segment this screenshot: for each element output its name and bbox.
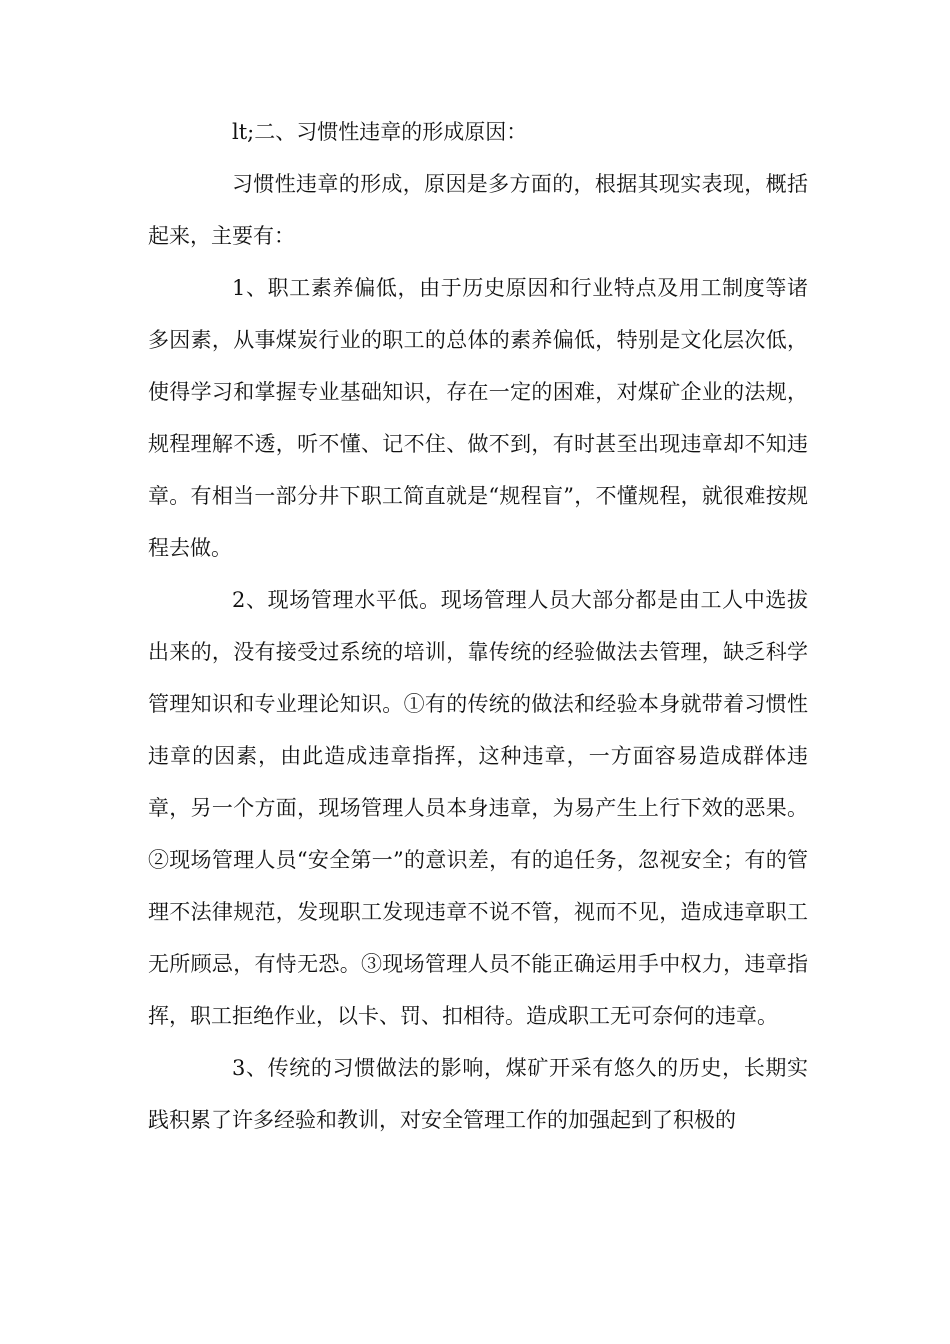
document-body: [148, 106, 808, 1146]
paragraph-intro: 习惯性违章的形成，原因是多方面的，根据其现实表现，概括起来，主要有：: [148, 172, 808, 248]
paragraph-point-3: 3、传统的习惯做法的影响，煤矿开采有悠久的历史，长期实践积累了许多经验和教训，对安全管理工作的加强起到了积极的: [148, 1056, 808, 1132]
paragraph-section-heading: lt;二、习惯性违章的形成原因：: [232, 120, 528, 144]
paragraph-point-2: 2、现场管理水平低。现场管理人员大部分都是由工人中选拔出来的，没有接受过系统的培训，靠传统的经验做法去管理，缺乏科学管理知识和专业理论知识。①有的传统的做法和经验本身就带着习惯性违章的因素，由此造成违章指挥，这种违章，一方面容易造成群体违章，另一个方面，现场管理人员本身违章，为易产生上行下效的恶果。②现场管理人员“安全第一”的意识差，有的追任务，忽视安全；有的管理不法律规范，发现职工发现违章不说不管，视而不见，造成违章职工无所顾忌，有恃无恐。③现场管理人员不能正确运用手中权力，违章指挥，职工拒绝作业，以卡、罚、扣相待。造成职工无可奈何的违章。: [148, 588, 808, 1028]
paragraph-point-1: 1、职工素养偏低，由于历史原因和行业特点及用工制度等诸多因素，从事煤炭行业的职工的总体的素养偏低，特别是文化层次低，使得学习和掌握专业基础知识，存在一定的困难，对煤矿企业的法规，规程理解不透，听不懂、记不住、做不到，有时甚至出现违章却不知违章。有相当一部分井下职工简直就是“规程盲”，不懂规程，就很难按规程去做。: [148, 276, 808, 560]
